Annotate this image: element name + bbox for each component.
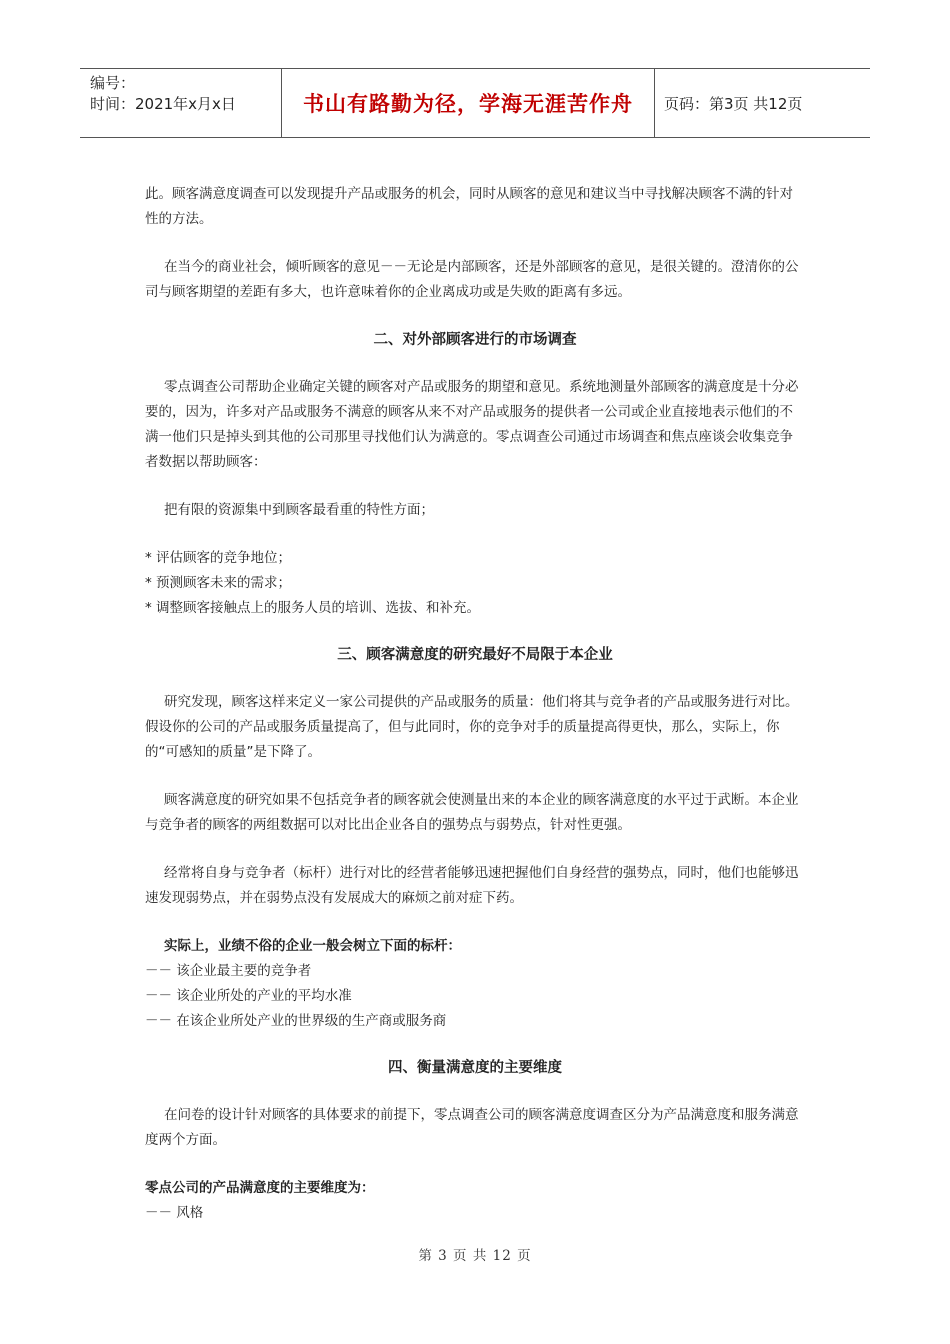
paragraph: 此。顾客满意度调查可以发现提升产品或服务的机会，同时从顾客的意见和建议当中寻找解决顾客不满的针对性的方法。 — [145, 186, 793, 227]
dash-list — [145, 1201, 805, 1226]
list-item: －－ 在该企业所处产业的世界级的生产商或服务商 — [145, 1013, 447, 1029]
paragraph: 经常将自身与竞争者（标杆）进行对比的经营者能够迅速把握他们自身经营的强势点，同时，他们也能够迅速发现弱势点，并在弱势点没有发展成大的麻烦之前对症下药。 — [145, 865, 799, 906]
document-body — [145, 182, 805, 1248]
bold-paragraph: 实际上，业绩不俗的企业一般会树立下面的标杆： — [164, 938, 461, 954]
header-motto: 书山有路勤为径，学海无涯苦作舟 — [303, 91, 633, 116]
paragraph: 在当今的商业社会，倾听顾客的意见－－无论是内部顾客，还是外部顾客的意见，是很关键的。澄清你的公司与顾客期望的差距有多大，也许意味着你的企业离成功或是失败的距离有多远。 — [145, 259, 799, 300]
bullet-list — [145, 546, 805, 621]
header-motto-cell — [281, 69, 655, 137]
section-heading: 四、衡量满意度的主要维度 — [388, 1060, 562, 1076]
list-item: * 评估顾客的竞争地位； — [145, 550, 292, 566]
paragraph: 研究发现，顾客这样来定义一家公司提供的产品或服务的质量：他们将其与竞争者的产品或服务进行对比。假设你的公司的产品或服务质量提高了，但与此同时，你的竞争对手的质量提高得更快，那么，实际上，你的“可感知的质量”是下降了。 — [145, 694, 799, 760]
list-item: * 调整顾客接触点上的服务人员的培训、选拔、和补充。 — [145, 600, 481, 616]
list-item: －－ 该企业最主要的竞争者 — [145, 963, 312, 979]
header-left-cell — [80, 69, 281, 137]
paragraph: 零点调查公司帮助企业确定关键的顾客对产品或服务的期望和意见。系统地测量外部顾客的满意度是十分必要的，因为，许多对产品或服务不满意的顾客从来不对产品或服务的提供者一公司或企业直接地表示他们的不满一他们只是掉头到其他的公司那里寻找他们认为满意的。零点调查公司通过市场调查和焦点座谈会收集竞争者数据以帮助顾客： — [145, 379, 799, 470]
paragraph: 在问卷的设计针对顾客的具体要求的前提下，零点调查公司的顾客满意度调查区分为产品满意度和服务满意度两个方面。 — [145, 1107, 799, 1148]
header-page-cell — [655, 69, 870, 137]
page-header — [80, 68, 870, 138]
dash-list — [145, 959, 805, 1034]
header-page-number: 页码：第3页 共12页 — [664, 94, 803, 113]
section-heading: 二、对外部顾客进行的市场调查 — [373, 332, 577, 348]
list-item: －－ 该企业所处的产业的平均水准 — [145, 988, 352, 1004]
paragraph: 把有限的资源集中到顾客最看重的特性方面； — [164, 502, 434, 518]
document-time: 时间：2021年x月x日 — [90, 95, 236, 113]
paragraph: 顾客满意度的研究如果不包括竞争者的顾客就会使测量出来的本企业的顾客满意度的水平过于武断。本企业与竞争者的顾客的两组数据可以对比出企业各自的强势点与弱势点，针对性更强。 — [145, 792, 799, 833]
section-heading: 三、顾客满意度的研究最好不局限于本企业 — [337, 647, 613, 663]
list-item: * 预测顾客未来的需求； — [145, 575, 292, 591]
bold-paragraph: 零点公司的产品满意度的主要维度为： — [145, 1180, 375, 1196]
page-footer: 第 3 页 共 12 页 — [418, 1248, 532, 1264]
document-number: 编号： — [90, 74, 136, 92]
list-item: －－ 风格 — [145, 1205, 204, 1221]
